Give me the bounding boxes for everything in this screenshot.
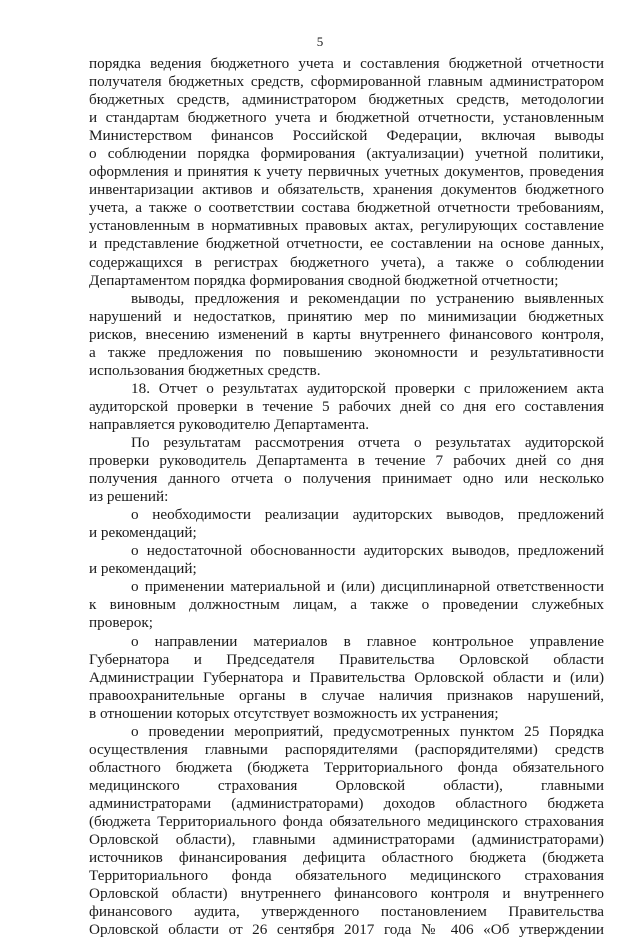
document-body [89, 55, 604, 939]
text-line: о соблюдении порядка формирования (актуализации) учетной политики, [89, 145, 604, 163]
text-line: установленным в нормативных правовых актах, регулирующих составление [89, 217, 604, 235]
text-line: использования бюджетных средств. [89, 361, 321, 379]
text-line: аудиторской проверки в течение 5 рабочих дней со дня его составления [89, 397, 604, 415]
text-line: областного бюджета (бюджета Территориального фонда обязательного [89, 758, 604, 776]
paragraph [89, 723, 604, 939]
text-line: инвентаризации активов и обязательств, хранения документов бюджетного [89, 181, 604, 199]
text-line: выводы, предложения и рекомендации по устранению выявленных [131, 289, 604, 307]
text-line: получения данного отчета о получения принимает одно или несколько [89, 470, 604, 488]
text-line: Территориального фонда обязательного медицинского страхования [89, 867, 604, 885]
text-line: о применении материальной и (или) дисциплинарной ответственности [131, 578, 604, 596]
paragraph [89, 290, 604, 380]
paragraph [89, 434, 604, 506]
page-number: 5 [316, 34, 324, 49]
paragraph [89, 633, 604, 723]
text-line: направляется руководителю Департамента. [89, 415, 370, 433]
text-line: рисков, внесению изменений в карты внутреннего финансового контроля, [89, 325, 604, 343]
text-line: порядка ведения бюджетного учета и составления бюджетной отчетности [89, 55, 604, 72]
text-line: а также предложения по повышению экономности и результативности [89, 343, 604, 361]
text-line: Орловской области от 26 сентября 2017 года № 406 «Об утверждении [89, 921, 604, 939]
text-line: проверок; [89, 614, 153, 632]
text-line: к виновным должностным лицам, а также о проведении служебных [89, 596, 604, 614]
text-line: Администрации Губернатора и Правительства Орловской области и (или) [89, 668, 604, 686]
text-line: учета, а также о соответствии состава бюджетной отчетности требованиям, [89, 199, 604, 217]
text-line: проверки руководитель Департамента в течение 7 рабочих дней со дня [89, 452, 604, 470]
text-line: 18. Отчет о результатах аудиторской проверки с приложением акта [131, 379, 604, 397]
text-line: о недостаточной обоснованности аудиторских выводов, предложений [131, 542, 604, 560]
paragraph [89, 380, 604, 434]
text-line: и стандартам бюджетного учета и бюджетной отчетности, установленным [89, 109, 604, 127]
paragraph [89, 55, 604, 290]
text-line: о необходимости реализации аудиторских выводов, предложений [131, 506, 604, 524]
text-line: медицинского страхования Орловской области), главными [89, 776, 604, 794]
text-line: финансового аудита, утвержденного постановлением Правительства [89, 903, 604, 921]
text-line: источников финансирования дефицита областного бюджета (бюджета [89, 849, 604, 867]
text-line: и рекомендаций; [89, 560, 197, 578]
text-line: По результатам рассмотрения отчета о результатах аудиторской [131, 433, 604, 451]
text-line: бюджетных средств, администратором бюджетных средств, методологии [89, 91, 604, 109]
text-line: Министерством финансов Российской Федерации, включая выводы [89, 127, 604, 145]
text-line: из решений: [89, 488, 169, 506]
text-line: содержащихся в регистрах бюджетного учета), а также о соблюдении [89, 253, 604, 271]
text-line: правоохранительные органы в случае наличия признаков нарушений, [89, 686, 604, 704]
paragraph [89, 542, 604, 578]
paragraph [89, 578, 604, 632]
text-line: оформления и принятия к учету первичных учетных документов, проведения [89, 163, 604, 181]
text-line: Губернатора и Председателя Правительства Орловской области [89, 650, 604, 668]
text-line: о направлении материалов в главное контрольное управление [131, 632, 604, 650]
text-line: Орловской области) внутреннего финансового контроля и внутреннего [89, 885, 604, 903]
text-line: и представление бюджетной отчетности, ее составлении на основе данных, [89, 235, 604, 253]
text-line: Департаментом порядка формирования сводной бюджетной отчетности; [89, 271, 559, 289]
text-line: и рекомендаций; [89, 524, 197, 542]
text-line: (бюджета Территориального фонда обязательного медицинского страхования [89, 812, 604, 830]
text-line: нарушений и недостатков, принятию мер по минимизации бюджетных [89, 307, 604, 325]
text-line: получателя бюджетных средств, сформированной главным администратором [89, 73, 604, 91]
text-line: в отношении которых отсутствует возможность их устранения; [89, 704, 499, 722]
text-line: администраторами (администраторами) доходов областного бюджета [89, 794, 604, 812]
text-line: о проведении мероприятий, предусмотренных пунктом 25 Порядка [131, 722, 604, 740]
paragraph [89, 506, 604, 542]
text-line: осуществления главными распорядителями (распорядителями) средств [89, 740, 604, 758]
text-line: Орловской области), главными администраторами (администраторами) [89, 831, 604, 849]
